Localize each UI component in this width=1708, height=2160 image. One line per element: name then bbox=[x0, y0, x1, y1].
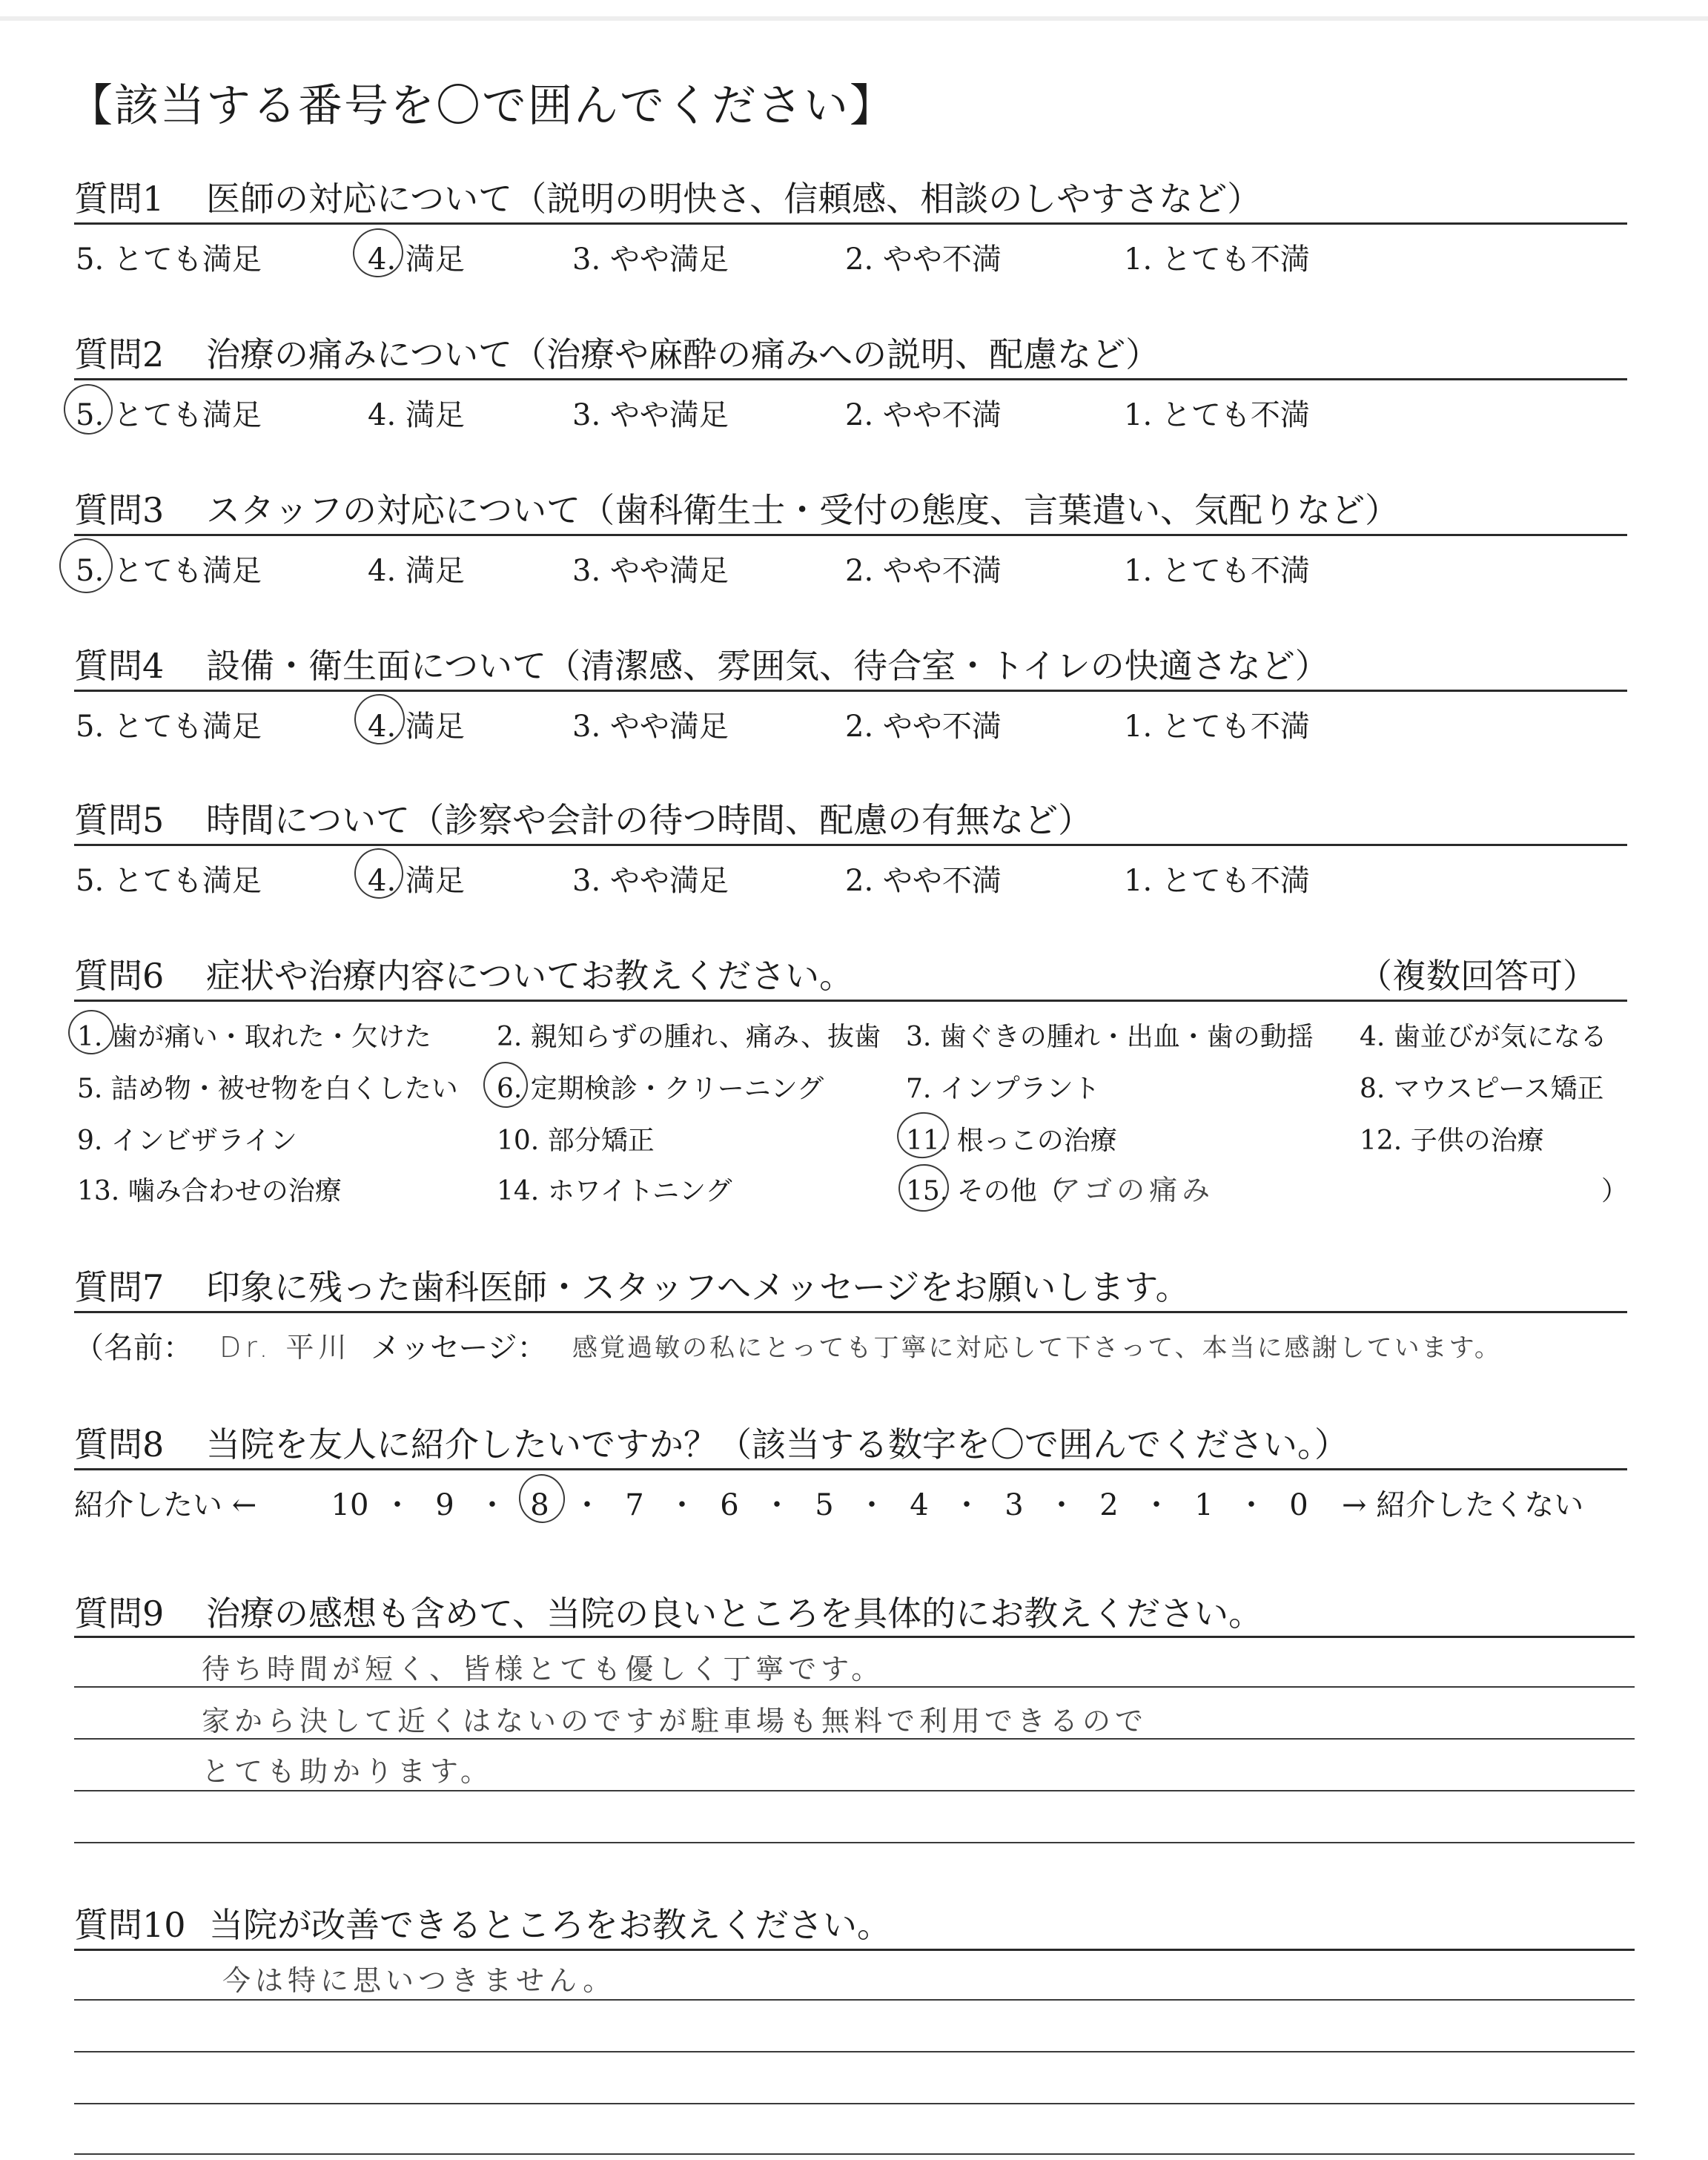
q8-scale-separator: ・ bbox=[1142, 1488, 1171, 1522]
q9-answer-line-3 bbox=[74, 1790, 1635, 1791]
q4-option-2[interactable]: 2. やや不満 bbox=[845, 710, 1002, 744]
q10-answer-line-4 bbox=[74, 2153, 1635, 2155]
q2-option-3[interactable]: 3. やや満足 bbox=[572, 398, 729, 432]
q10-answer-line-3 bbox=[74, 2103, 1635, 2104]
question-5-text: 時間について（診察や会計の待つ時間、配慮の有無など） bbox=[206, 800, 1093, 840]
q1-option-1[interactable]: 1. とても不満 bbox=[1124, 242, 1310, 277]
question-4-text: 設備・衛生面について（清潔感、雰囲気、待合室・トイレの快適さなど） bbox=[206, 646, 1329, 686]
question-7-rule bbox=[74, 1311, 1627, 1313]
q9-answer-line-4 bbox=[74, 1842, 1635, 1843]
question-2-rule bbox=[74, 378, 1627, 380]
q9-answer-text-3[interactable]: とても助かります。 bbox=[202, 1755, 493, 1788]
question-3-label: 質問3 bbox=[74, 490, 165, 530]
q6-option-5[interactable]: 5. 詰め物・被せ物を白くしたい bbox=[77, 1074, 458, 1104]
q6-other-close-paren: ） bbox=[1601, 1176, 1629, 1206]
q4-option-3[interactable]: 3. やや満足 bbox=[572, 710, 729, 744]
question-9-rule bbox=[74, 1636, 1635, 1638]
q8-scale-separator: ・ bbox=[383, 1488, 412, 1522]
q8-scale-0[interactable]: 0 bbox=[1289, 1488, 1308, 1522]
q3-option-4[interactable]: 4. 満足 bbox=[368, 554, 465, 588]
question-1-text: 医師の対応について（説明の明快さ、信頼感、相談のしやすさなど） bbox=[206, 179, 1262, 219]
q6-option-13[interactable]: 13. 噛み合わせの治療 bbox=[77, 1176, 342, 1206]
q5-option-4[interactable]: 4. 満足 bbox=[368, 864, 465, 898]
q5-option-2[interactable]: 2. やや不満 bbox=[845, 864, 1002, 898]
q8-scale-9[interactable]: 9 bbox=[435, 1488, 454, 1522]
q8-scale-separator: ・ bbox=[1047, 1488, 1076, 1522]
q8-scale-6[interactable]: 6 bbox=[720, 1488, 739, 1522]
q6-option-6[interactable]: 6. 定期検診・クリーニング bbox=[497, 1074, 824, 1104]
q5-option-1[interactable]: 1. とても不満 bbox=[1124, 864, 1310, 898]
question-3-rule bbox=[74, 534, 1627, 536]
q8-scale-4[interactable]: 4 bbox=[910, 1488, 929, 1522]
question-10-text: 当院が改善できるところをお教えください。 bbox=[209, 1905, 891, 1945]
q8-scale-3[interactable]: 3 bbox=[1004, 1488, 1024, 1522]
q6-other-text[interactable]: アゴの痛み bbox=[1053, 1174, 1215, 1206]
form-title: 【該当する番号を〇で囲んでください】 bbox=[68, 80, 896, 132]
question-2-text: 治療の痛みについて（治療や麻酔の痛みへの説明、配慮など） bbox=[206, 334, 1160, 374]
q8-scale-separator: ・ bbox=[952, 1488, 982, 1522]
question-10-label: 質問10 bbox=[74, 1905, 186, 1945]
q10-answer-line-2 bbox=[74, 2051, 1635, 2052]
scan-top-edge bbox=[0, 0, 1708, 19]
q7-message-label: メッセージ： bbox=[371, 1331, 547, 1365]
q9-answer-text-1[interactable]: 待ち時間が短く、皆様とても優しく丁寧です。 bbox=[202, 1653, 884, 1685]
q8-scale-1[interactable]: 1 bbox=[1194, 1488, 1214, 1522]
q10-answer-text-1[interactable]: 今は特に思いつきません。 bbox=[222, 1964, 616, 1997]
question-9-text: 治療の感想も含めて、当院の良いところを具体的にお教えください。 bbox=[206, 1593, 1263, 1634]
q3-option-5[interactable]: 5. とても満足 bbox=[76, 554, 262, 588]
q4-option-5[interactable]: 5. とても満足 bbox=[76, 710, 262, 744]
q9-answer-text-2[interactable]: 家から決して近くはないのですが駐車場も無料で利用できるので bbox=[202, 1705, 1148, 1737]
q1-option-4[interactable]: 4. 満足 bbox=[368, 242, 465, 277]
q2-option-1[interactable]: 1. とても不満 bbox=[1124, 398, 1310, 432]
q7-message-value[interactable]: 感覚過敏の私にとっても丁寧に対応して下さって、本当に感謝しています。 bbox=[572, 1333, 1502, 1363]
q8-scale bbox=[326, 1482, 1323, 1524]
question-6-note: （複数回答可） bbox=[1358, 956, 1597, 996]
q6-option-9[interactable]: 9. インビザライン bbox=[77, 1126, 297, 1156]
q8-scale-separator: ・ bbox=[667, 1488, 697, 1522]
q6-option-12[interactable]: 12. 子供の治療 bbox=[1360, 1126, 1544, 1156]
q6-option-3[interactable]: 3. 歯ぐきの腫れ・出血・歯の動揺 bbox=[906, 1022, 1314, 1052]
question-7-text: 印象に残った歯科医師・スタッフへメッセージをお願いします。 bbox=[206, 1267, 1190, 1307]
question-4-rule bbox=[74, 690, 1627, 692]
q6-option-7[interactable]: 7. インプラント bbox=[906, 1074, 1100, 1104]
q3-option-1[interactable]: 1. とても不満 bbox=[1124, 554, 1310, 588]
q8-scale-10[interactable]: 10 bbox=[331, 1488, 369, 1522]
question-1-rule bbox=[74, 222, 1627, 225]
q2-option-2[interactable]: 2. やや不満 bbox=[845, 398, 1002, 432]
question-2-label: 質問2 bbox=[74, 334, 165, 374]
question-10-rule bbox=[74, 1949, 1635, 1951]
question-9-label: 質問9 bbox=[74, 1593, 165, 1634]
question-8-rule bbox=[74, 1468, 1627, 1470]
q7-name-label: （名前： bbox=[74, 1331, 193, 1365]
q6-option-11[interactable]: 11. 根っこの治療 bbox=[906, 1126, 1117, 1156]
q8-right-label: → 紹介したくない bbox=[1342, 1488, 1584, 1522]
q1-option-2[interactable]: 2. やや不満 bbox=[845, 242, 1002, 277]
q2-option-5[interactable]: 5. とても満足 bbox=[76, 398, 262, 432]
q5-option-5[interactable]: 5. とても満足 bbox=[76, 864, 262, 898]
question-6-label: 質問6 bbox=[74, 956, 165, 996]
q6-option-4[interactable]: 4. 歯並びが気になる bbox=[1360, 1022, 1607, 1052]
q6-option-15[interactable]: 15. その他（ bbox=[906, 1176, 1064, 1206]
question-3-text: スタッフの対応について（歯科衛生士・受付の態度、言葉遣い、気配りなど） bbox=[206, 490, 1400, 530]
question-5-label: 質問5 bbox=[74, 800, 165, 840]
q8-left-label: 紹介したい ← bbox=[74, 1488, 257, 1522]
q8-scale-2[interactable]: 2 bbox=[1099, 1488, 1119, 1522]
q8-scale-separator: ・ bbox=[857, 1488, 887, 1522]
q6-option-2[interactable]: 2. 親知らずの腫れ、痛み、抜歯 bbox=[497, 1022, 881, 1052]
q1-option-3[interactable]: 3. やや満足 bbox=[572, 242, 729, 277]
q8-scale-separator: ・ bbox=[477, 1488, 507, 1522]
q3-option-3[interactable]: 3. やや満足 bbox=[572, 554, 729, 588]
q3-option-2[interactable]: 2. やや不満 bbox=[845, 554, 1002, 588]
q6-option-14[interactable]: 14. ホワイトニング bbox=[497, 1176, 732, 1206]
q8-scale-5[interactable]: 5 bbox=[815, 1488, 834, 1522]
q8-scale-8[interactable]: 8 bbox=[530, 1488, 549, 1522]
q5-option-3[interactable]: 3. やや満足 bbox=[572, 864, 729, 898]
q1-option-5[interactable]: 5. とても満足 bbox=[76, 242, 262, 277]
question-7-label: 質問7 bbox=[74, 1267, 165, 1307]
q8-scale-7[interactable]: 7 bbox=[625, 1488, 644, 1522]
q6-option-8[interactable]: 8. マウスピース矯正 bbox=[1360, 1074, 1604, 1104]
q10-answer-line-1 bbox=[74, 1999, 1635, 2001]
q8-scale-separator: ・ bbox=[762, 1488, 792, 1522]
question-8-text: 当院を友人に紹介したいですか？（該当する数字を〇で囲んでください。） bbox=[206, 1424, 1348, 1464]
q6-option-1[interactable]: 1. 歯が痛い・取れた・欠けた bbox=[77, 1022, 431, 1052]
q2-option-4[interactable]: 4. 満足 bbox=[368, 398, 465, 432]
question-6-rule bbox=[74, 1000, 1627, 1002]
question-4-label: 質問4 bbox=[74, 646, 165, 686]
question-1-label: 質問1 bbox=[74, 179, 165, 219]
q6-option-10[interactable]: 10. 部分矯正 bbox=[497, 1126, 655, 1156]
q7-name-value[interactable]: Dr. 平川 bbox=[219, 1331, 351, 1364]
q8-scale-separator: ・ bbox=[1237, 1488, 1266, 1522]
question-8-label: 質問8 bbox=[74, 1424, 165, 1464]
q8-scale-separator: ・ bbox=[572, 1488, 602, 1522]
question-6-text: 症状や治療内容についてお教えください。 bbox=[206, 956, 854, 996]
q4-option-1[interactable]: 1. とても不満 bbox=[1124, 710, 1310, 744]
q4-option-4[interactable]: 4. 満足 bbox=[368, 710, 465, 744]
question-5-rule bbox=[74, 844, 1627, 846]
